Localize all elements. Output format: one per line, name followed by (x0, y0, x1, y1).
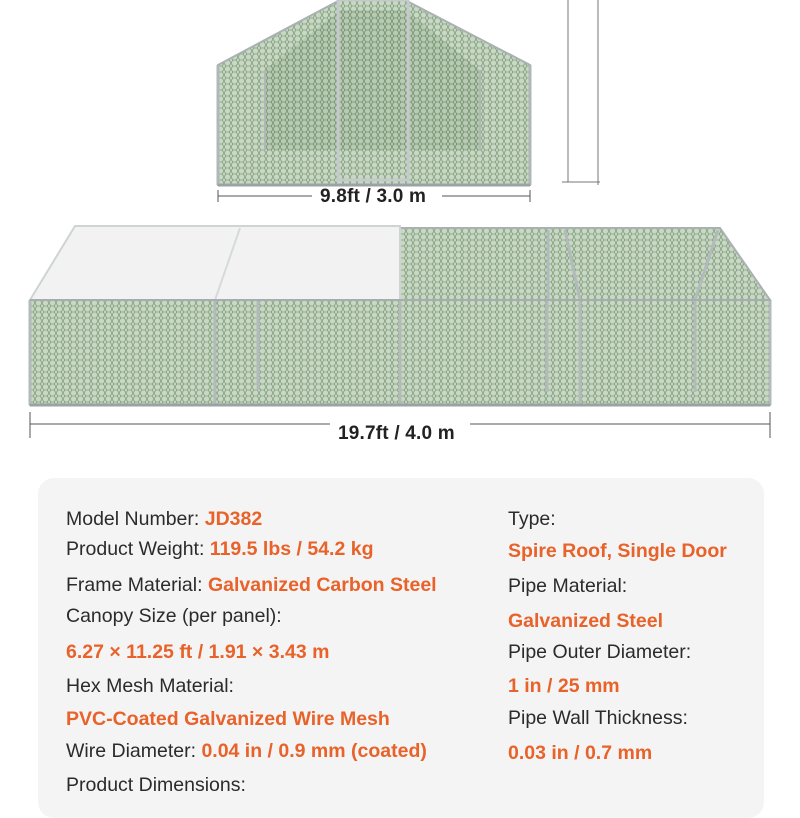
specifications-card (38, 478, 764, 818)
length-label: 19.7ft / 4.0 m (338, 423, 455, 444)
spec-frame-material: Frame Material: Galvanized Carbon Steel (66, 574, 437, 596)
spec-product-dimensions-label: Product Dimensions: (66, 774, 246, 796)
spec-model-number: Model Number: JD382 (66, 508, 263, 530)
spec-pipe-material-label: Pipe Material: (508, 575, 628, 597)
spec-hex-mesh-label: Hex Mesh Material: (66, 675, 234, 697)
side-view-coop (30, 226, 770, 405)
spec-type-label: Type: (508, 508, 556, 530)
spec-canopy-size-value: 6.27 × 11.25 ft / 1.91 × 3.43 m (66, 641, 330, 663)
width-label: 9.8ft / 3.0 m (320, 186, 427, 207)
spec-pipe-material-value: Galvanized Steel (508, 610, 663, 632)
spec-wire-diameter: Wire Diameter: 0.04 in / 0.9 mm (coated) (66, 740, 427, 762)
front-view-coop (218, 0, 530, 185)
spec-pipe-outer-diameter-value: 1 in / 25 mm (508, 675, 620, 697)
spec-product-weight: Product Weight: 119.5 lbs / 54.2 kg (66, 538, 374, 560)
spec-pipe-wall-thickness-label: Pipe Wall Thickness: (508, 707, 688, 729)
canopy-cover (30, 226, 400, 300)
spec-pipe-wall-thickness-value: 0.03 in / 0.7 mm (508, 742, 653, 764)
spec-hex-mesh-value: PVC-Coated Galvanized Wire Mesh (66, 708, 390, 730)
spec-pipe-outer-diameter-label: Pipe Outer Diameter: (508, 641, 692, 663)
spec-canopy-size-label: Canopy Size (per panel): (66, 605, 282, 627)
spec-type-value: Spire Roof, Single Door (508, 540, 727, 562)
